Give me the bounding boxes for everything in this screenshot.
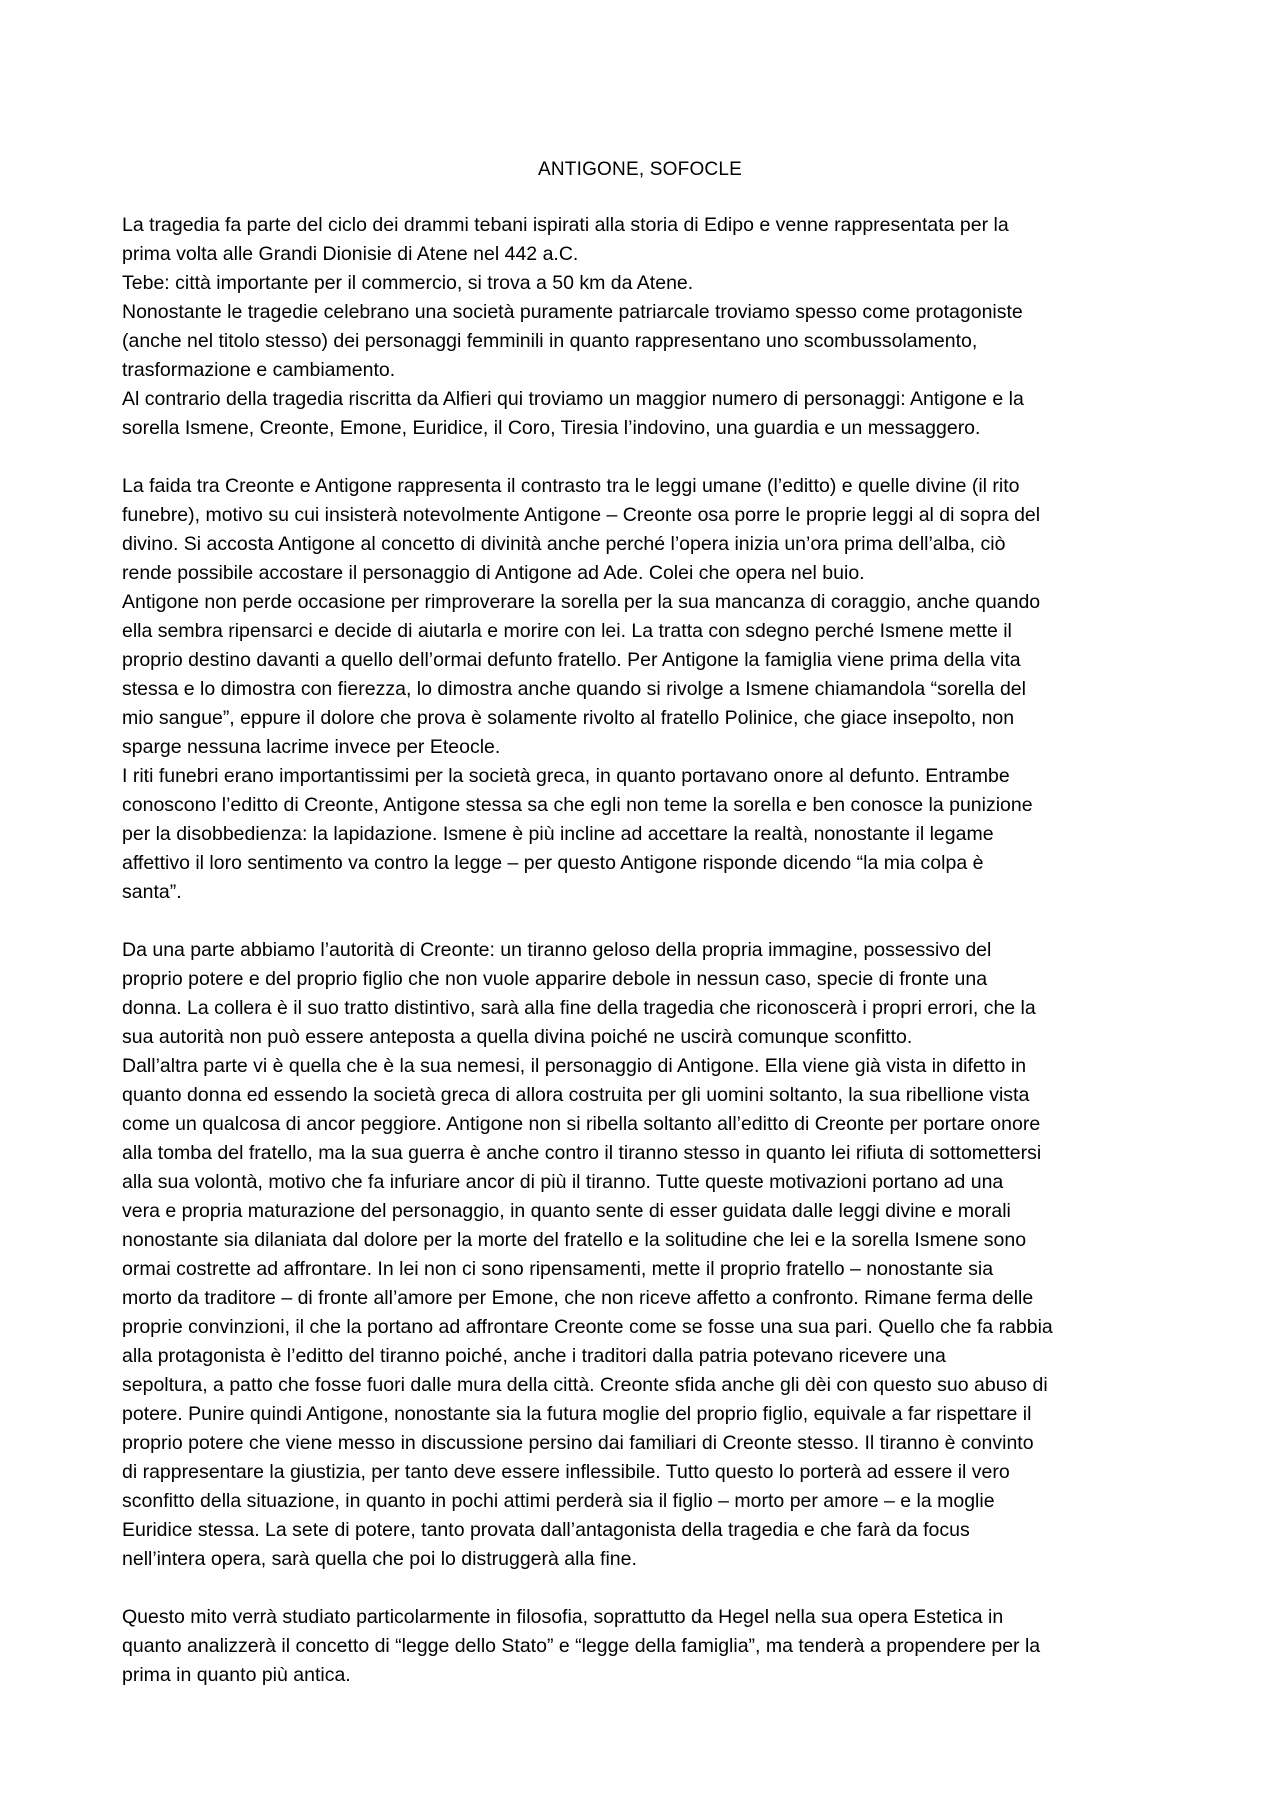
text-line: ormai costrette ad affrontare. In lei non ci sono ripensamenti, mette il proprio fratello – nonostante sia <box>122 1258 994 1280</box>
text-line: nell’intera opera, sarà quella che poi lo distruggerà alla fine. <box>122 1548 637 1570</box>
text-line: divino. Si accosta Antigone al concetto di divinità anche perché l’opera inizia un’ora prima dell’alba, ciò <box>122 533 1006 555</box>
text-line: La tragedia fa parte del ciclo dei drammi tebani ispirati alla storia di Edipo e venne rappresentata per la <box>122 214 1009 236</box>
text-line: come un qualcosa di ancor peggiore. Antigone non si ribella soltanto all’editto di Creonte per portare onore <box>122 1113 1041 1135</box>
text-line: I riti funebri erano importantissimi per la società greca, in quanto portavano onore al defunto. Entrambe <box>122 765 1010 787</box>
document-body <box>122 211 1170 1690</box>
paragraph-hegel <box>122 1603 1170 1690</box>
text-line: funebre), motivo su cui insisterà notevolmente Antigone – Creonte osa porre le proprie leggi al di sopra del <box>122 504 1041 526</box>
paragraph-spacer <box>122 907 1170 936</box>
text-line: morto da traditore – di fronte all’amore per Emone, che non riceve affetto a confronto. Rimane ferma delle <box>122 1287 1034 1309</box>
paragraph-characters <box>122 936 1170 1574</box>
text-line: proprie convinzioni, il che la portano ad affrontare Creonte come se fosse una sua pari. Quello che fa rabbia <box>122 1316 1053 1338</box>
text-line: sconfitto della situazione, in quanto in pochi attimi perderà sia il figlio – morto per amore – e la moglie <box>122 1490 995 1512</box>
text-line: mio sangue”, eppure il dolore che prova è solamente rivolto al fratello Polinice, che giace insepolto, non <box>122 707 1015 729</box>
paragraph-spacer <box>122 1574 1170 1603</box>
text-line: ella sembra ripensarci e decide di aiutarla e morire con lei. La tratta con sdegno perché Ismene mette il <box>122 620 1012 642</box>
paragraph-intro <box>122 211 1170 443</box>
text-line: Questo mito verrà studiato particolarmente in filosofia, soprattutto da Hegel nella sua opera Estetica in <box>122 1606 1004 1628</box>
text-line: alla sua volontà, motivo che fa infuriare ancor di più il tiranno. Tutte queste motivazioni portano ad una <box>122 1171 1004 1193</box>
text-line: sparge nessuna lacrime invece per Eteocle. <box>122 736 501 758</box>
text-line: proprio destino davanti a quello dell’ormai defunto fratello. Per Antigone la famiglia viene prima della vita <box>122 649 1021 671</box>
text-line: prima volta alle Grandi Dionisie di Atene nel 442 a.C. <box>122 243 579 265</box>
text-line: Antigone non perde occasione per rimproverare la sorella per la sua mancanza di coraggio, anche quando <box>122 591 1041 613</box>
text-line: proprio potere e del proprio figlio che non vuole apparire debole in nessun caso, specie di fronte una <box>122 968 988 990</box>
text-line: Euridice stessa. La sete di potere, tanto provata dall’antagonista della tragedia e che farà da focus <box>122 1519 970 1541</box>
text-line: sua autorità non può essere anteposta a quella divina poiché ne uscirà comunque sconfitto. <box>122 1026 913 1048</box>
text-line: rende possibile accostare il personaggio di Antigone ad Ade. Colei che opera nel buio. <box>122 562 865 584</box>
text-line: Dall’altra parte vi è quella che è la sua nemesi, il personaggio di Antigone. Ella viene già vista in difetto in <box>122 1055 1027 1077</box>
text-line: potere. Punire quindi Antigone, nonostante sia la futura moglie del proprio figlio, equivale a far rispettare il <box>122 1403 1032 1425</box>
text-line: (anche nel titolo stesso) dei personaggi femminili in quanto rappresentano uno scombussolamento, <box>122 330 978 352</box>
paragraph-spacer <box>122 443 1170 472</box>
text-line: santa”. <box>122 881 182 903</box>
text-line: trasformazione e cambiamento. <box>122 359 396 381</box>
text-line: Da una parte abbiamo l’autorità di Creonte: un tiranno geloso della propria immagine, possessivo del <box>122 939 992 961</box>
text-line: quanto donna ed essendo la società greca di allora costruita per gli uomini soltanto, la sua ribellione vista <box>122 1084 1030 1106</box>
text-line: per la disobbedienza: la lapidazione. Ismene è più incline ad accettare la realtà, nonostante il legame <box>122 823 994 845</box>
text-line: nonostante sia dilaniata dal dolore per la morte del fratello e la solitudine che lei e la sorella Ismene sono <box>122 1229 1027 1251</box>
text-line: Al contrario della tragedia riscritta da Alfieri qui troviamo un maggior numero di personaggi: Antigone e la <box>122 388 1024 410</box>
text-line: alla tomba del fratello, ma la sua guerra è anche contro il tiranno stesso in quanto lei rifiuta di sottomettersi <box>122 1142 1042 1164</box>
text-line: La faida tra Creonte e Antigone rappresenta il contrasto tra le leggi umane (l’editto) e quelle divine (il rito <box>122 475 1020 497</box>
text-line: vera e propria maturazione del personaggio, in quanto sente di esser guidata dalle leggi divine e morali <box>122 1200 1011 1222</box>
paragraph-conflict <box>122 472 1170 907</box>
text-line: prima in quanto più antica. <box>122 1664 351 1686</box>
text-line: sepoltura, a patto che fosse fuori dalle mura della città. Creonte sfida anche gli dèi con questo suo abuso di <box>122 1374 1048 1396</box>
text-line: alla protagonista è l’editto del tiranno poiché, anche i traditori dalla patria potevano ricevere una <box>122 1345 946 1367</box>
text-line: quanto analizzerà il concetto di “legge dello Stato” e “legge della famiglia”, ma tenderà a propendere per la <box>122 1635 1041 1657</box>
document-title: ANTIGONE, SOFOCLE <box>538 159 742 180</box>
text-line: affettivo il loro sentimento va contro la legge – per questo Antigone risponde dicendo “la mia colpa è <box>122 852 984 874</box>
text-line: proprio potere che viene messo in discussione persino dai familiari di Creonte stesso. Il tiranno è convinto <box>122 1432 1034 1454</box>
text-line: Tebe: città importante per il commercio, si trova a 50 km da Atene. <box>122 272 694 294</box>
text-line: sorella Ismene, Creonte, Emone, Euridice, il Coro, Tiresia l’indovino, una guardia e un messaggero. <box>122 417 981 439</box>
text-line: conoscono l’editto di Creonte, Antigone stessa sa che egli non teme la sorella e ben conosce la punizione <box>122 794 1033 816</box>
text-line: di rappresentare la giustizia, per tanto deve essere inflessibile. Tutto questo lo porterà ad essere il vero <box>122 1461 1010 1483</box>
text-line: Nonostante le tragedie celebrano una società puramente patriarcale troviamo spesso come protagoniste <box>122 301 1023 323</box>
text-line: stessa e lo dimostra con fierezza, lo dimostra anche quando si rivolge a Ismene chiamandola “sorella del <box>122 678 1026 700</box>
text-line: donna. La collera è il suo tratto distintivo, sarà alla fine della tragedia che riconoscerà i propri errori, che la <box>122 997 1036 1019</box>
